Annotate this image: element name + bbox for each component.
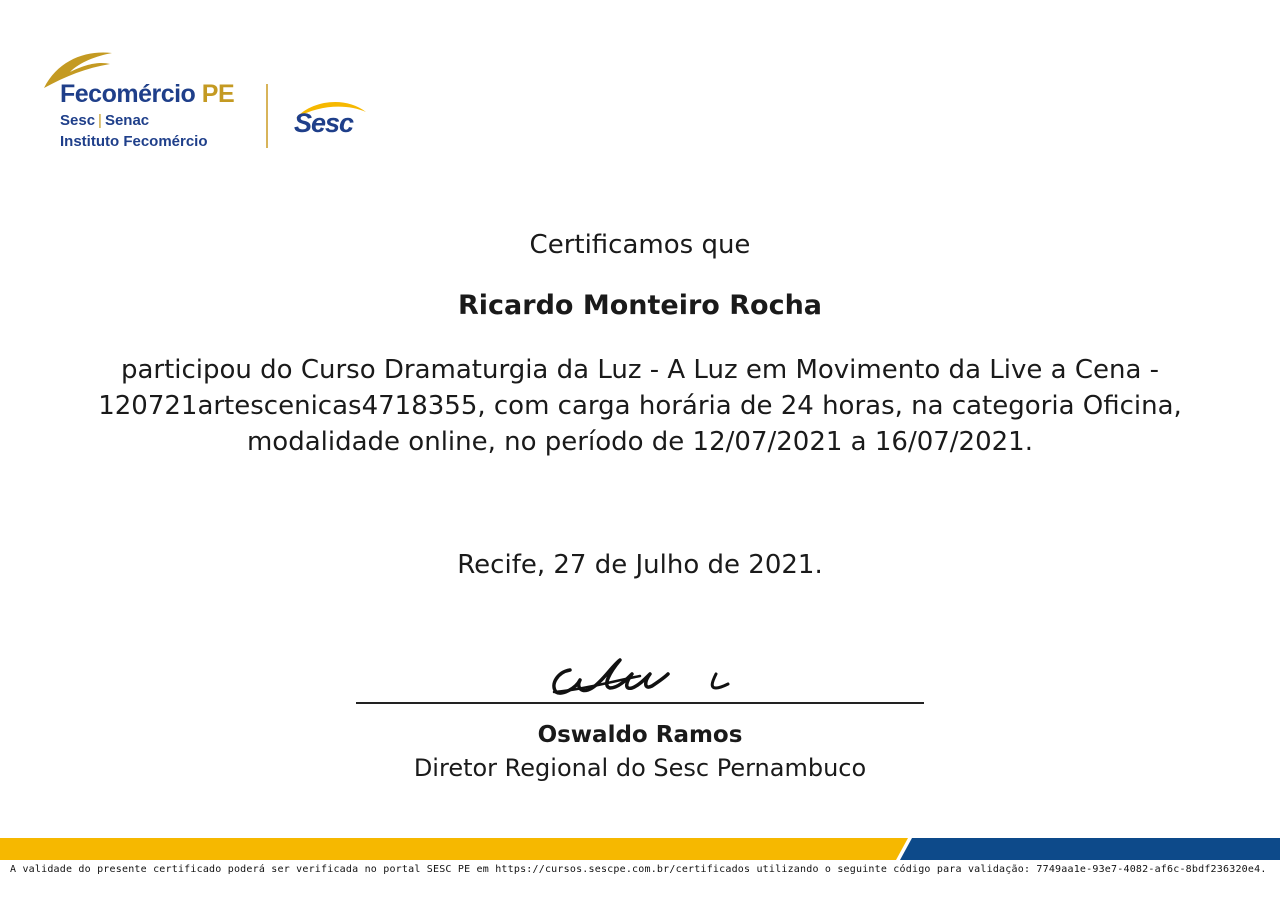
certificate-intro: Certificamos que bbox=[529, 230, 751, 260]
instituto-fecomercio-label: Instituto Fecomércio bbox=[60, 133, 208, 150]
sub-brand-separator: | bbox=[98, 112, 102, 129]
sesc-sub-label: Sesc bbox=[60, 112, 96, 129]
signature-line bbox=[356, 702, 924, 704]
fecomercio-logo-title bbox=[60, 80, 234, 109]
place-date: Recife, 27 de Julho de 2021. bbox=[457, 550, 823, 580]
fecomercio-sub-brands bbox=[60, 112, 149, 129]
footer-stripe-blue bbox=[900, 838, 1280, 860]
footer-stripe bbox=[0, 838, 1280, 862]
validation-notice: A validade do presente certificado poderá ser verificada no portal SESC PE em https://cursos.sescpe.com.br/certificados utilizando o seguinte código para validação: 7749aa1e-93e7-4082-af6c-8bdf236320e4. bbox=[10, 864, 1267, 875]
header-logos bbox=[40, 50, 380, 160]
logo-divider bbox=[266, 84, 268, 148]
sesc-logo: Sesc bbox=[294, 108, 354, 138]
fecomercio-word: Fecomércio bbox=[60, 80, 196, 108]
signatory-role: Diretor Regional do Sesc Pernambuco bbox=[413, 754, 867, 782]
signatory-name: Oswaldo Ramos bbox=[537, 722, 743, 748]
handwritten-signature bbox=[540, 652, 740, 702]
certificate-description: participou do Curso Dramaturgia da Luz - A Luz em Movimento da Live a Cena - 120721artescenicas4718355, com carga horária de 24 horas, na categoria Oficina, modalidade online, no período de 12/07/2021 a 16/07/2021. bbox=[98, 355, 1182, 457]
fecomercio-pe: PE bbox=[201, 80, 235, 108]
footer-stripe-yellow bbox=[0, 838, 908, 860]
recipient-name: Ricardo Monteiro Rocha bbox=[457, 290, 823, 321]
senac-sub-label: Senac bbox=[104, 112, 150, 129]
